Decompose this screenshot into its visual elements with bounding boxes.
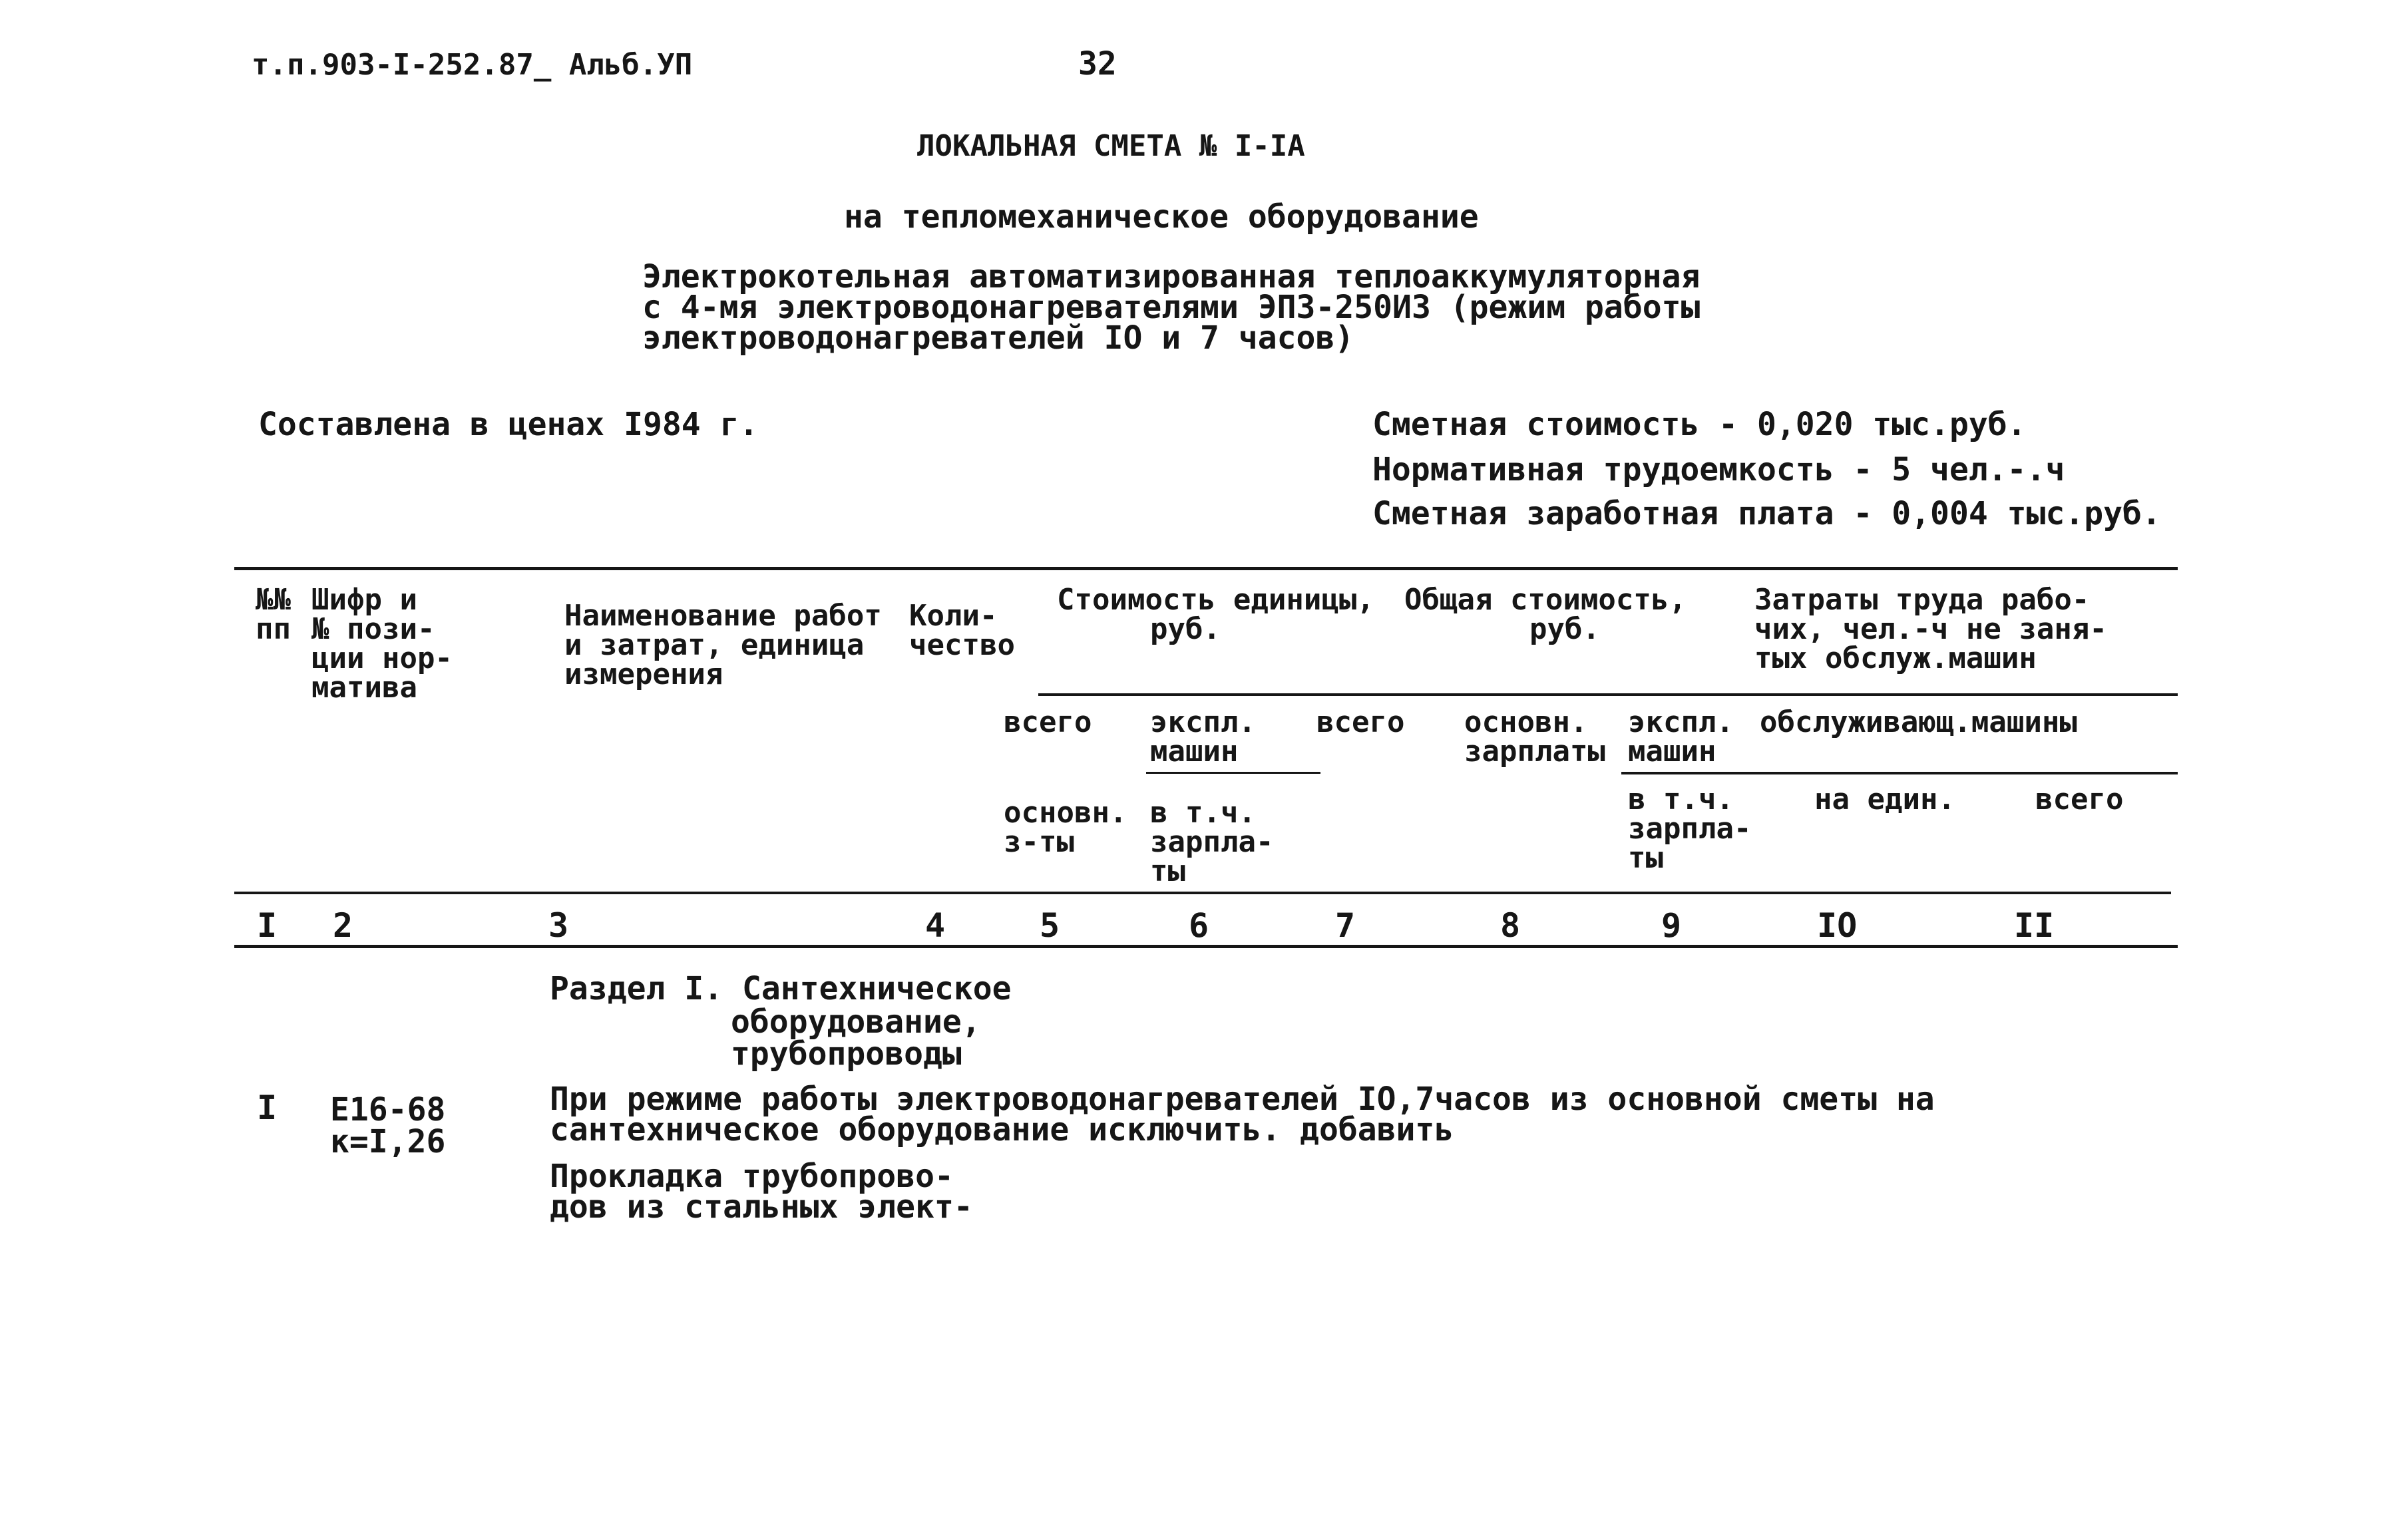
col-number-1: I (257, 906, 278, 945)
col2-header-line3: ции нор- (311, 641, 453, 675)
row1-number: I (257, 1089, 278, 1127)
col-number-6: 6 (1189, 906, 1209, 945)
col-number-4: 4 (925, 906, 946, 945)
estimated-cost: Сметная стоимость - 0,020 тыс.руб. (1372, 406, 2027, 443)
section-title-line1: Раздел I. Сантехническое (550, 970, 1012, 1007)
document-subtitle: на тепломеханическое оборудование (844, 198, 1479, 236)
total-expl-header-line1: экспл. (1628, 705, 1734, 739)
total-incl-header-line2: зарпла- (1628, 812, 1752, 846)
col2-header-line2: № пози- (311, 612, 435, 646)
total-expl-header-line2: машин (1628, 735, 1716, 768)
header-bottom-rule (234, 892, 2171, 894)
col-number-2: 2 (333, 906, 353, 945)
header-subrule-unit (1146, 772, 1320, 774)
total-incl-header-line3: ты (1628, 841, 1663, 875)
row1-note-line1: При режиме работы электроводонагревателей IO,7часов из основной сметы на (550, 1081, 1935, 1118)
row1-note-line2: сантехническое оборудование исключить. добавить (550, 1111, 1454, 1148)
table-top-rule (234, 567, 2178, 570)
col-number-7: 7 (1335, 906, 1356, 945)
total-incl-header-line1: в т.ч. (1628, 782, 1734, 816)
labor-header-line2: чих, чел.-ч не заня- (1754, 612, 2107, 646)
page-number: 32 (1078, 45, 1117, 83)
unit-expl-header-line2: машин (1150, 735, 1239, 768)
object-line-2: с 4-мя электроводонагревателями ЭПЗ-250И3 (режим работы (642, 289, 1701, 326)
document-reference: т.п.903-I-252.87_ Альб.УП (252, 48, 693, 82)
col4-header-line1: Коли- (909, 599, 998, 633)
total-cost-header-line2: руб. (1529, 612, 1600, 646)
unit-cost-header-line1: Стоимость единицы, (1057, 583, 1374, 617)
col-number-11: II (2014, 906, 2055, 945)
col-number-9: 9 (1661, 906, 1682, 945)
col2-header-line1: Шифр и (311, 583, 417, 617)
row1-code-line1: Е16-68 (330, 1091, 446, 1128)
row1-code-line2: к=I,26 (330, 1123, 446, 1160)
unit-expl-header-line1: экспл. (1150, 705, 1256, 739)
labor-header-line1: Затраты труда рабо- (1754, 583, 2090, 617)
object-line-3: электроводонагревателей IO и 7 часов) (642, 319, 1354, 357)
unit-incl-header-line3: ты (1150, 854, 1185, 888)
unit-basic-header-line1: основн. (1004, 796, 1127, 830)
labor-intensity: Нормативная трудоемкость - 5 чел.-.ч (1372, 451, 2065, 488)
total-total-header: всего (1316, 705, 1405, 739)
total-wages-header-line1: основн. (1464, 705, 1588, 739)
labor-total-header: всего (2035, 782, 2124, 816)
col1-header-line1: №№ (256, 583, 291, 617)
estimated-wages: Сметная заработная плата - 0,004 тыс.руб. (1372, 495, 2161, 532)
unit-basic-header-line2: з-ты (1004, 825, 1074, 859)
prices-note: Составлена в ценах I984 г. (258, 406, 759, 443)
document-title: ЛОКАЛЬНАЯ СМЕТА № I-IА (917, 129, 1305, 163)
col2-header-line4: матива (311, 671, 417, 705)
unit-total-header: всего (1004, 705, 1092, 739)
col1-header-line2: пп (256, 612, 291, 646)
col-number-8: 8 (1500, 906, 1521, 945)
labor-header-line3: тых обслуж.машин (1754, 641, 2037, 675)
section-title-line2: оборудование, (731, 1003, 981, 1041)
labor-unit-header: на един. (1814, 782, 1955, 816)
header-subrule-total (1621, 772, 2178, 774)
col3-header-line1: Наименование работ (564, 599, 882, 633)
unit-incl-header-line1: в т.ч. (1150, 796, 1256, 830)
section-title-line3: трубопроводы (731, 1035, 962, 1073)
row1-desc-line1: Прокладка трубопрово- (550, 1158, 954, 1195)
column-numbers-rule (234, 945, 2178, 948)
header-subrule-1 (1038, 693, 2178, 696)
labor-serv-header: обслуживающ.машины (1760, 705, 2077, 739)
total-wages-header-line2: зарплаты (1464, 735, 1605, 768)
object-line-1: Электрокотельная автоматизированная теплоаккумуляторная (642, 258, 1701, 295)
col4-header-line2: чество (909, 628, 1015, 662)
col-number-5: 5 (1040, 906, 1060, 945)
total-cost-header-line1: Общая стоимость, (1404, 583, 1687, 617)
col3-header-line2: и затрат, единица (564, 628, 865, 662)
unit-incl-header-line2: зарпла- (1150, 825, 1274, 859)
col-number-3: 3 (548, 906, 569, 945)
col3-header-line3: измерения (564, 657, 723, 691)
unit-cost-header-line2: руб. (1150, 612, 1221, 646)
row1-desc-line2: дов из стальных элект- (550, 1188, 973, 1226)
col-number-10: IO (1817, 906, 1858, 945)
